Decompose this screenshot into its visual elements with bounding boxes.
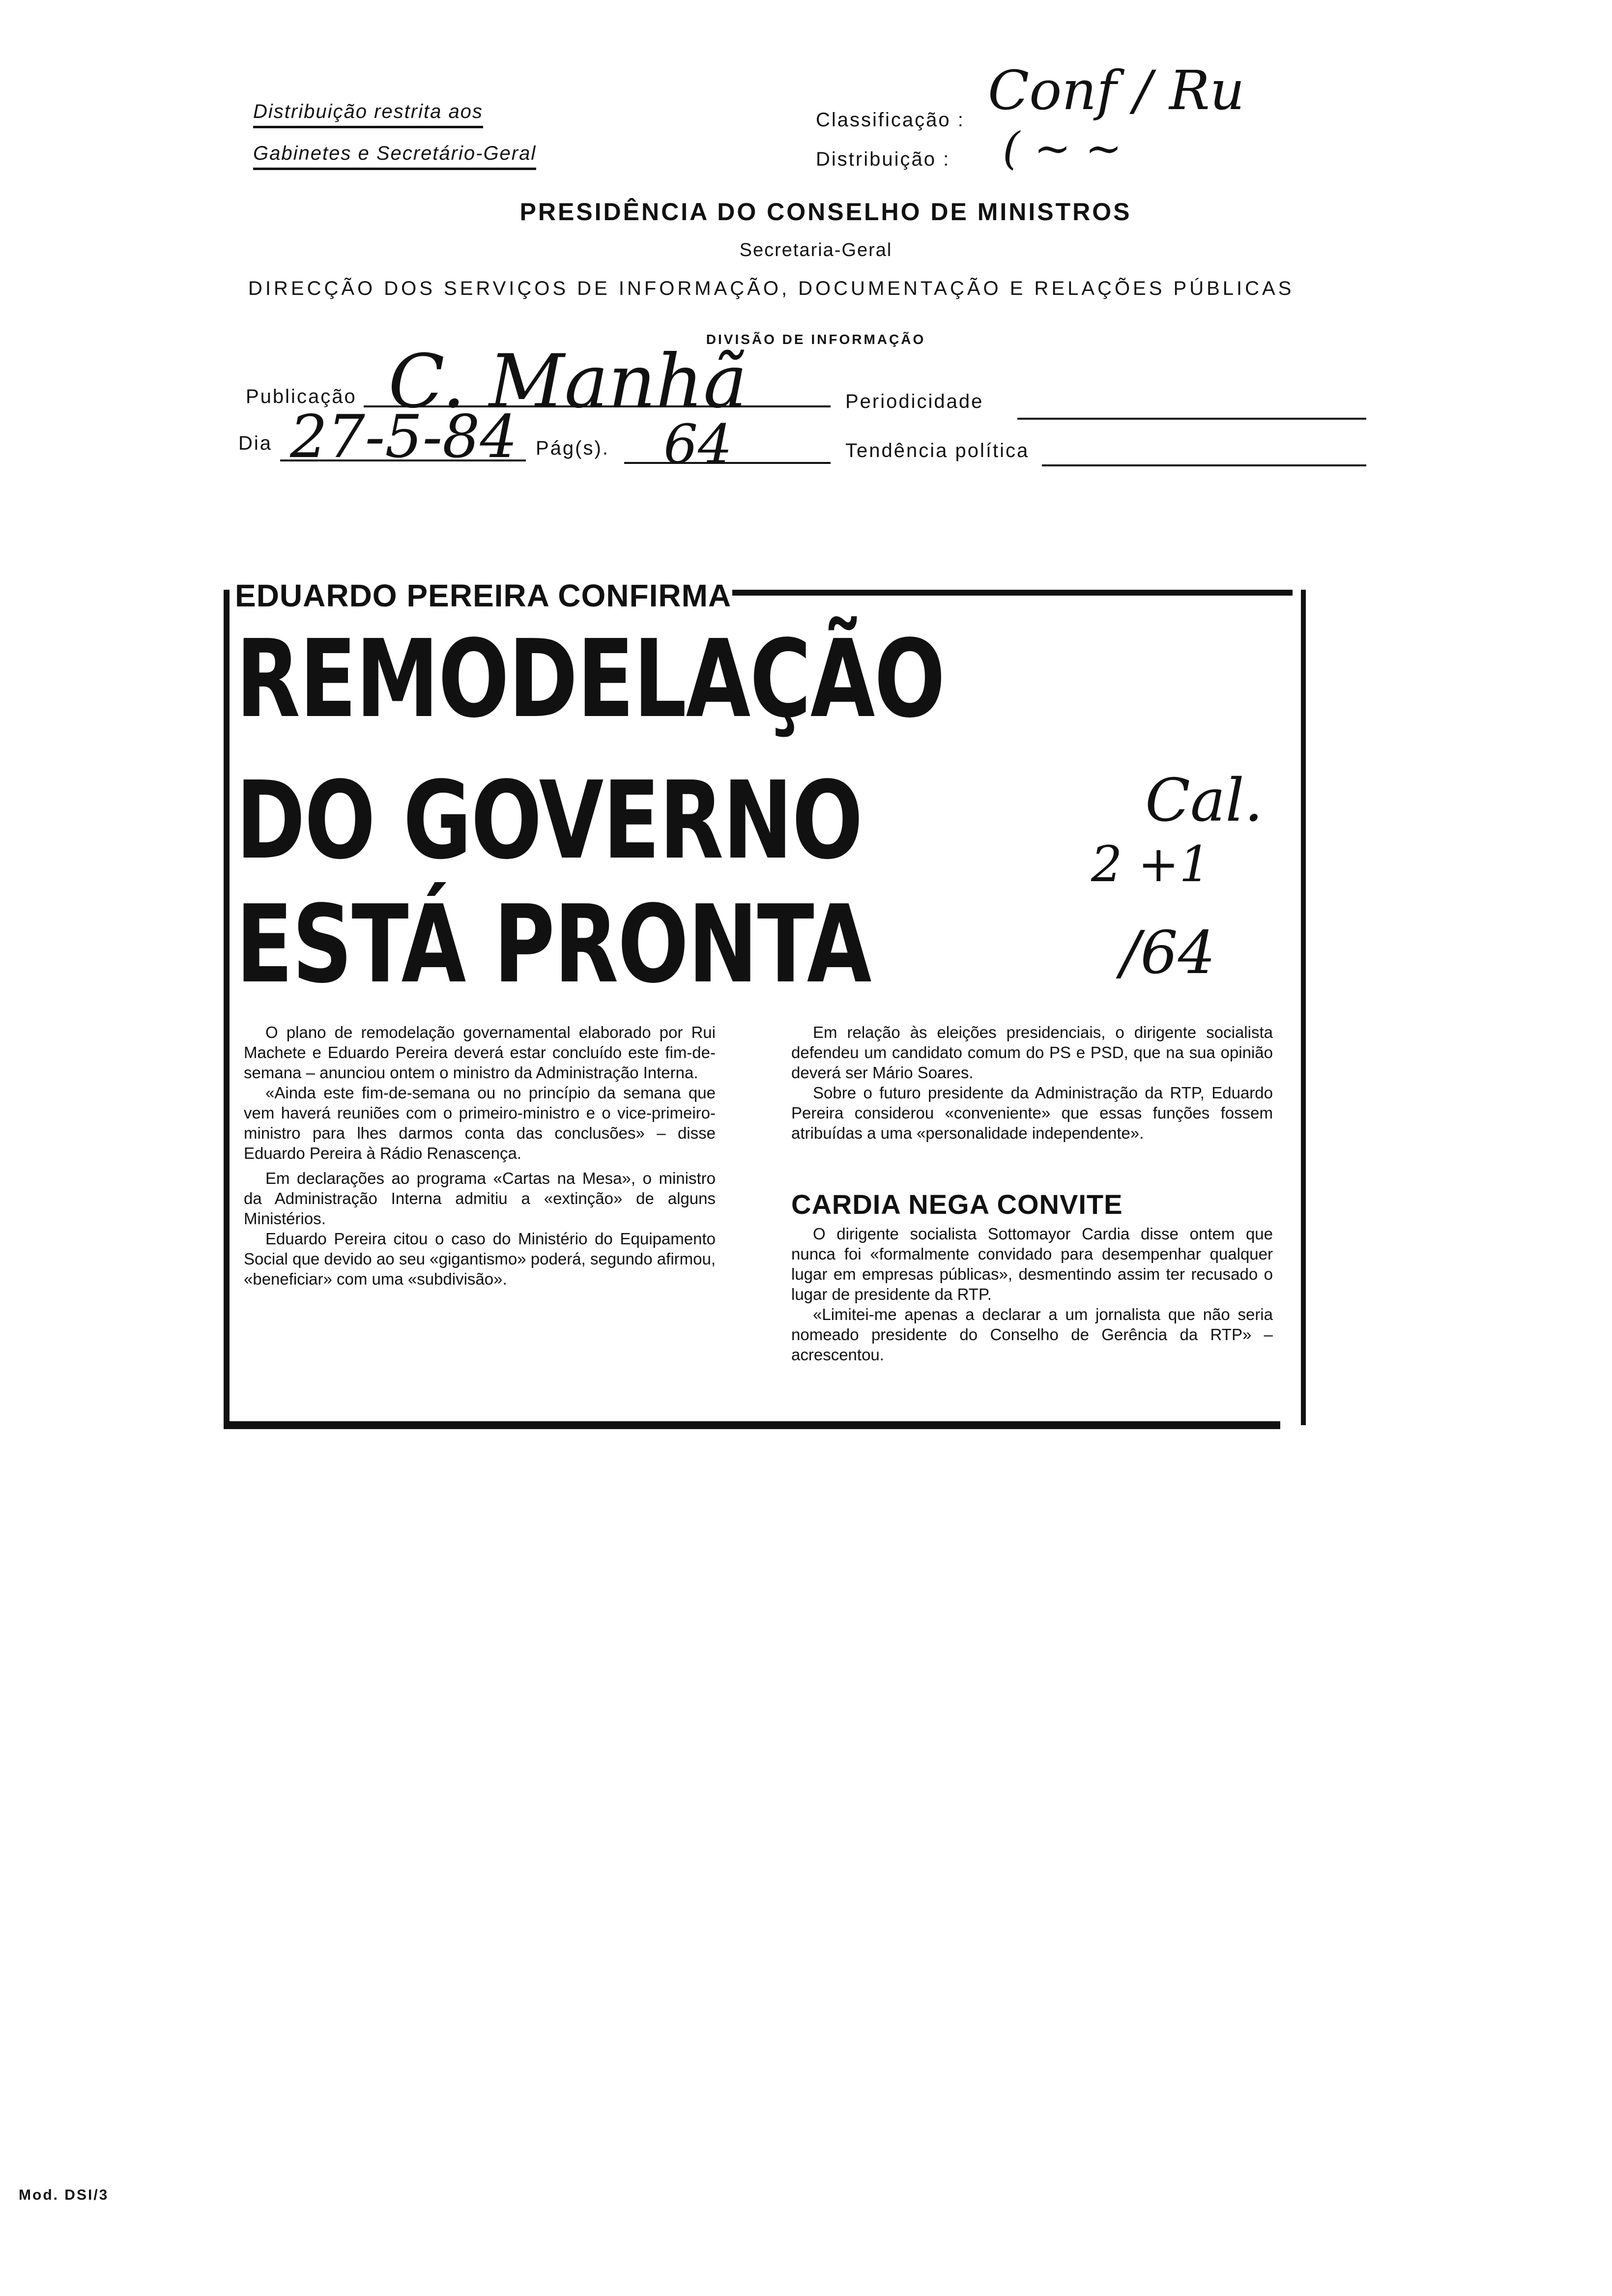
distribuicao-handwriting: ( ~ ~ [1003,123,1123,174]
tendencia-label: Tendência política [845,440,1030,461]
paragraph: Em relação às eleições presidenciais, o dirigente socialista defendeu um candidato comum do PS e PSD, que na sua opinião deverá ser Mário Soares. [791,1023,1273,1082]
form-code: Mod. DSI/3 [19,2187,109,2203]
paragraph: O dirigente socialista Sottomayor Cardia disse ontem que nunca foi «formalmente convidado para desempenhar qualquer lugar em empresas públicas», desmentindo assim ter recusado o lugar de presidente da RTP. [791,1225,1273,1303]
article-column-1 [244,1022,716,1289]
pags-label: Pág(s). [536,437,609,459]
periodicidade-line [1017,418,1366,420]
org-subtitle: Secretaria-Geral [739,240,892,260]
dia-handwriting: 27-5-84 [290,403,518,471]
paragraph: Eduardo Pereira citou o caso do Ministério do Equipamento Social que devido ao seu «gigantismo» poderá, segundo afirmou, «beneficiar» com uma «subdivisão». [244,1230,716,1288]
article-subhead: CARDIA NEGA CONVITE [791,1189,1123,1220]
distribution-note-line1: Distribuição restrita aos [253,101,483,128]
paragraph: Sobre o futuro presidente da Administração da RTP, Eduardo Pereira considerou «conveniente» que essas funções fossem atribuídas a uma «personalidade independente». [791,1084,1273,1142]
directorate: DIRECÇÃO DOS SERVIÇOS DE INFORMAÇÃO, DOCUMENTAÇÃO E RELAÇÕES PÚBLICAS [248,278,1295,299]
headline-line2: DO GOVERNO [236,759,863,883]
article-column-2b [791,1224,1273,1365]
periodicidade-label: Periodicidade [845,391,984,412]
headline-line1: REMODELAÇÃO [236,617,945,742]
article-kicker: EDUARDO PEREIRA CONFIRMA [235,578,732,613]
pags-handwriting: 64 [663,413,732,476]
org-title: PRESIDÊNCIA DO CONSELHO DE MINISTROS [519,198,1132,226]
paragraph: «Ainda este fim-de-semana ou no princípio da semana que vem haverá reuniões com o primeiro-ministro e o vice-primeiro-ministro para lhes darmos conta das conclusões» – disse Eduardo Pereira à Rádio Renascença. [244,1084,716,1162]
classificacao-label: Classificação : [816,109,965,131]
paragraph: Em declarações ao programa «Cartas na Mesa», o ministro da Administração Interna admitiu a «extinção» de alguns Ministérios. [244,1169,716,1228]
margin-note-count: 2 +1 [1091,835,1210,893]
clipping-top-rule [732,590,1293,596]
tendencia-line [1042,464,1366,466]
paragraph: «Limitei-me apenas a declarar a um jornalista que não seria nomeado presidente do Conselho de Gerência da RTP» – acrescentou. [791,1305,1273,1364]
division: DIVISÃO DE INFORMAÇÃO [706,332,926,347]
headline-line3: ESTÁ PRONTA [236,883,871,1007]
margin-note-page: /64 [1121,919,1216,987]
publicacao-label: Publicação [246,386,357,407]
margin-note-cal: Cal. [1145,767,1263,835]
dia-label: Dia [238,432,273,454]
publicacao-handwriting: C. Manhã [388,339,748,425]
clipping-bottom-rule [224,1421,1280,1429]
article-column-2 [791,1022,1273,1143]
distribuicao-label: Distribuição : [816,148,950,170]
classificacao-handwriting: Conf / Ru [988,59,1245,122]
paragraph: O plano de remodelação governamental elaborado por Rui Machete e Eduardo Pereira deverá estar concluído este fim-de-semana – anunciou ontem o ministro da Administração Interna. [244,1023,716,1082]
distribution-note-line2: Gabinetes e Secretário-Geral [253,143,536,170]
